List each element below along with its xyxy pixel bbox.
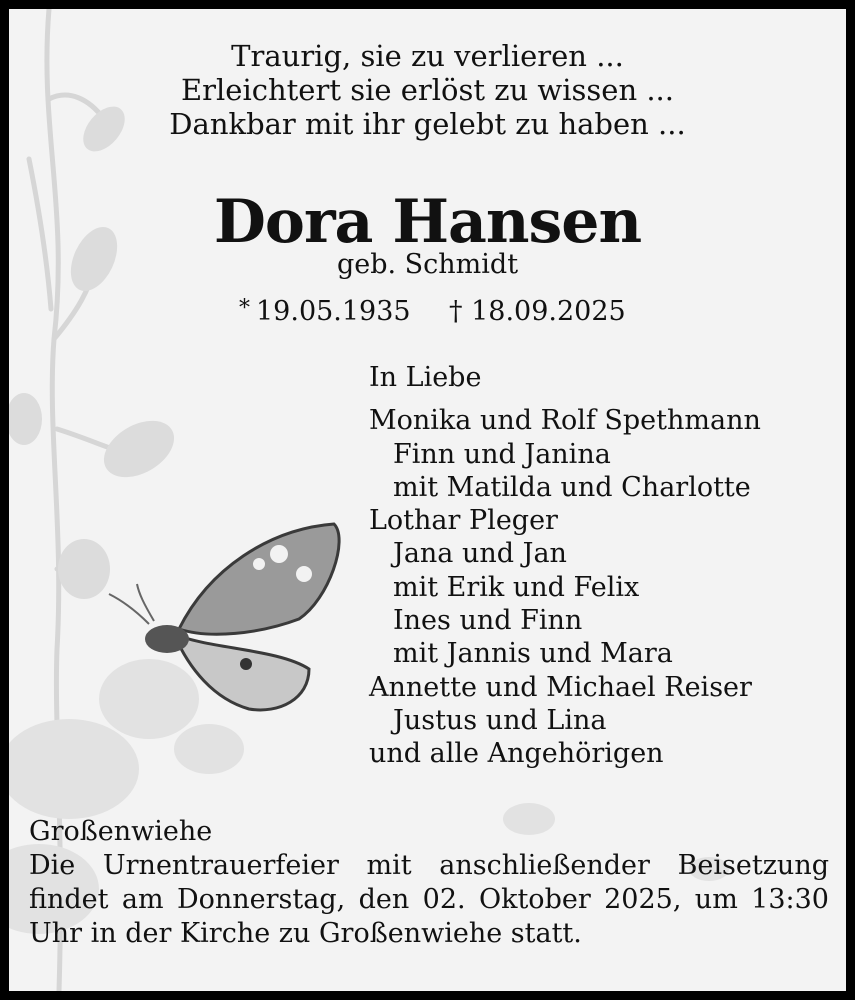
mourners-list	[369, 361, 761, 771]
funeral-info-line: findet am Donnerstag, den 02. Oktober 2025, um 13:30	[29, 884, 829, 915]
mourner-line: Jana und Jan	[393, 538, 567, 570]
flower-bud-icons	[9, 99, 184, 599]
quote-line-1: Traurig, sie zu verlieren ...	[231, 39, 624, 73]
mourner-line: Finn und Janina	[393, 438, 611, 470]
maiden-name: geb. Schmidt	[336, 249, 519, 280]
mourner-line: mit Jannis und Mara	[393, 638, 673, 670]
mourners-intro: In Liebe	[369, 362, 482, 393]
mourner-line: Ines und Finn	[393, 605, 583, 637]
birth-date-value: 19.05.1935	[256, 296, 411, 327]
mourner-line: mit Matilda und Charlotte	[393, 471, 751, 503]
quote-line-2: Erleichtert sie erlöst zu wissen ...	[180, 73, 674, 107]
funeral-info	[29, 815, 829, 951]
death-symbol: †	[449, 296, 463, 327]
mourner-line: und alle Angehörigen	[369, 738, 664, 770]
funeral-info-line: Uhr in der Kirche zu Großenwiehe statt.	[29, 918, 582, 949]
funeral-info-line: Die Urnentrauerfeier mit anschließender Beisetzung	[29, 850, 829, 881]
mourner-line: Lothar Pleger	[369, 505, 558, 537]
mourner-line: Monika und Rolf Spethmann	[369, 405, 761, 437]
quote-line-3: Dankbar mit ihr gelebt zu haben ...	[169, 107, 686, 141]
mourner-line: Justus und Lina	[393, 704, 607, 736]
mourner-line: Annette und Michael Reiser	[369, 671, 752, 703]
birth-symbol: *	[239, 296, 250, 321]
mourner-line: mit Erik und Felix	[393, 571, 640, 603]
memorial-quote	[9, 39, 846, 141]
funeral-place: Großenwiehe	[29, 816, 213, 847]
birth-date	[239, 296, 411, 327]
death-date	[449, 296, 626, 327]
death-date-value: 18.09.2025	[471, 296, 626, 327]
deceased-name: Dora Hansen	[213, 187, 642, 257]
